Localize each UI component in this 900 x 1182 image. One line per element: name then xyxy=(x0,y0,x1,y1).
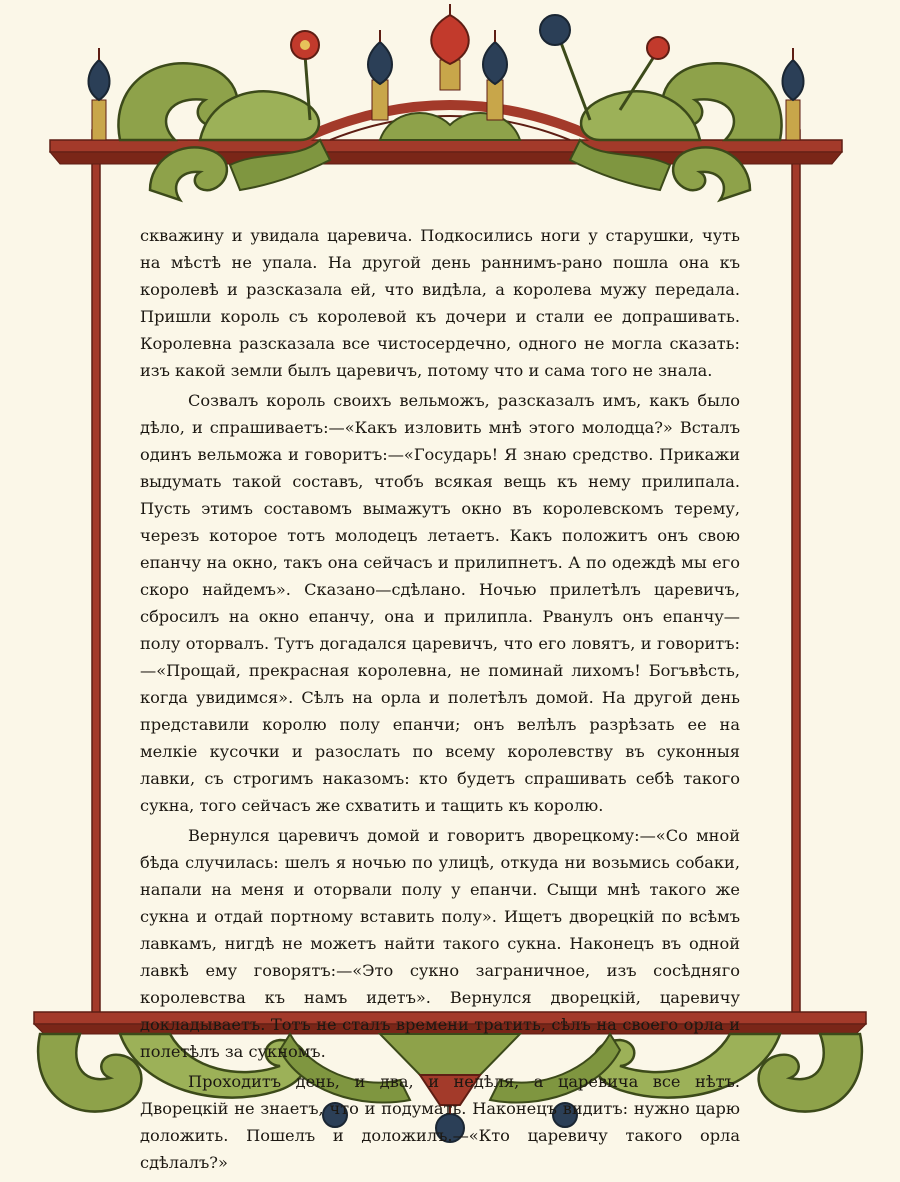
onion-dome-icon xyxy=(368,30,392,120)
paragraph: скважину и увидала царевича. Подкосились ноги у старушки, чуть на мѣстѣ не упала. На другой день раннимъ-рано пошла она къ королевѣ и разсказала ей, что видѣла, а королева мужу передала. Пришли король съ королевой къ дочери и стали ее допрашивать. Королевна разсказала все чистосердечно, одного не могла сказать: изъ какой земли былъ царевичъ, потому что и сама того не знала. xyxy=(140,226,740,380)
onion-dome-icon xyxy=(88,48,109,140)
paragraph: Вернулся царевичъ домой и говоритъ дворецкому:—«Со мной бѣда случилась: шелъ я ночью по улицѣ, откуда ни возьмись собаки, напали на меня и оторвали полу у епанчи. Сыщи мнѣ такого же сукна и отдай портному вставить полу». Ищетъ дворецкій по всѣмъ лавкамъ, нигдѣ не можетъ найти такого сукна. Наконецъ въ одной лавкѣ ему говорятъ:—«Это сукно заграничное, изъ сосѣдняго королевства къ намъ идетъ». Вернулся дворецкій, царевичу докладываетъ. Тотъ не сталъ времени тратить, сѣлъ на своего орла и полетѣлъ за сукномъ. xyxy=(140,826,740,1061)
left-frame-post xyxy=(92,130,100,1030)
acanthus-leaf-icon xyxy=(570,63,782,200)
onion-dome-icon xyxy=(483,30,507,120)
onion-dome-icon xyxy=(431,4,469,90)
onion-dome-icon xyxy=(782,48,803,140)
acanthus-leaf-icon xyxy=(118,63,330,200)
flower-icon xyxy=(540,15,590,120)
right-frame-post xyxy=(792,130,800,1030)
paragraph: Проходитъ день, и два, и недѣля, а царевича все нѣтъ. Дворецкій не знаетъ, что и подумать. Наконецъ видитъ: нужно царю доложить. Пошелъ и доложилъ.—«Кто царевичу такого орла сдѣлалъ?» xyxy=(140,1072,740,1172)
ornate-border-top xyxy=(50,4,842,200)
paragraph: Созвалъ король своихъ вельможъ, разсказалъ имъ, какъ было дѣло, и спрашиваетъ:—«Какъ изловить мнѣ этого молодца?» Всталъ одинъ вельможа и говоритъ:—«Государь! Я знаю средство. Прикажи выдумать такой составъ, чтобъ всякая вещь къ нему прилипала. Пусть этимъ составомъ вымажутъ окно въ королевскомъ терему, черезъ которое тотъ молодецъ летаетъ. Какъ положитъ онъ свою епанчу на окно, такъ она сейчасъ и прилипнетъ. А по одеждѣ мы его скоро найдемъ». Сказано—сдѣлано. Ночью прилетѣлъ царевичъ, сбросилъ на окно епанчу, она и прилипла. Рванулъ онъ епанчу—полу оторвалъ. Тутъ догадался царевичъ, что его ловятъ, и говоритъ:—«Прощай, прекрасная королевна, не поминай лихомъ! Богъвѣсть, когда увидимся». Сѣлъ на орла и полетѣлъ домой. На другой день представили королю полу епанчи; онъ велѣлъ разрѣзать ее на мелкіе кусочки и разослать по всему королевству въ суконныя лавки, съ строгимъ наказомъ: кто будетъ спрашивать себѣ такого сукна, того сейчасъ же схватить и тащить къ королю. xyxy=(140,391,740,815)
page-text xyxy=(140,222,740,1172)
